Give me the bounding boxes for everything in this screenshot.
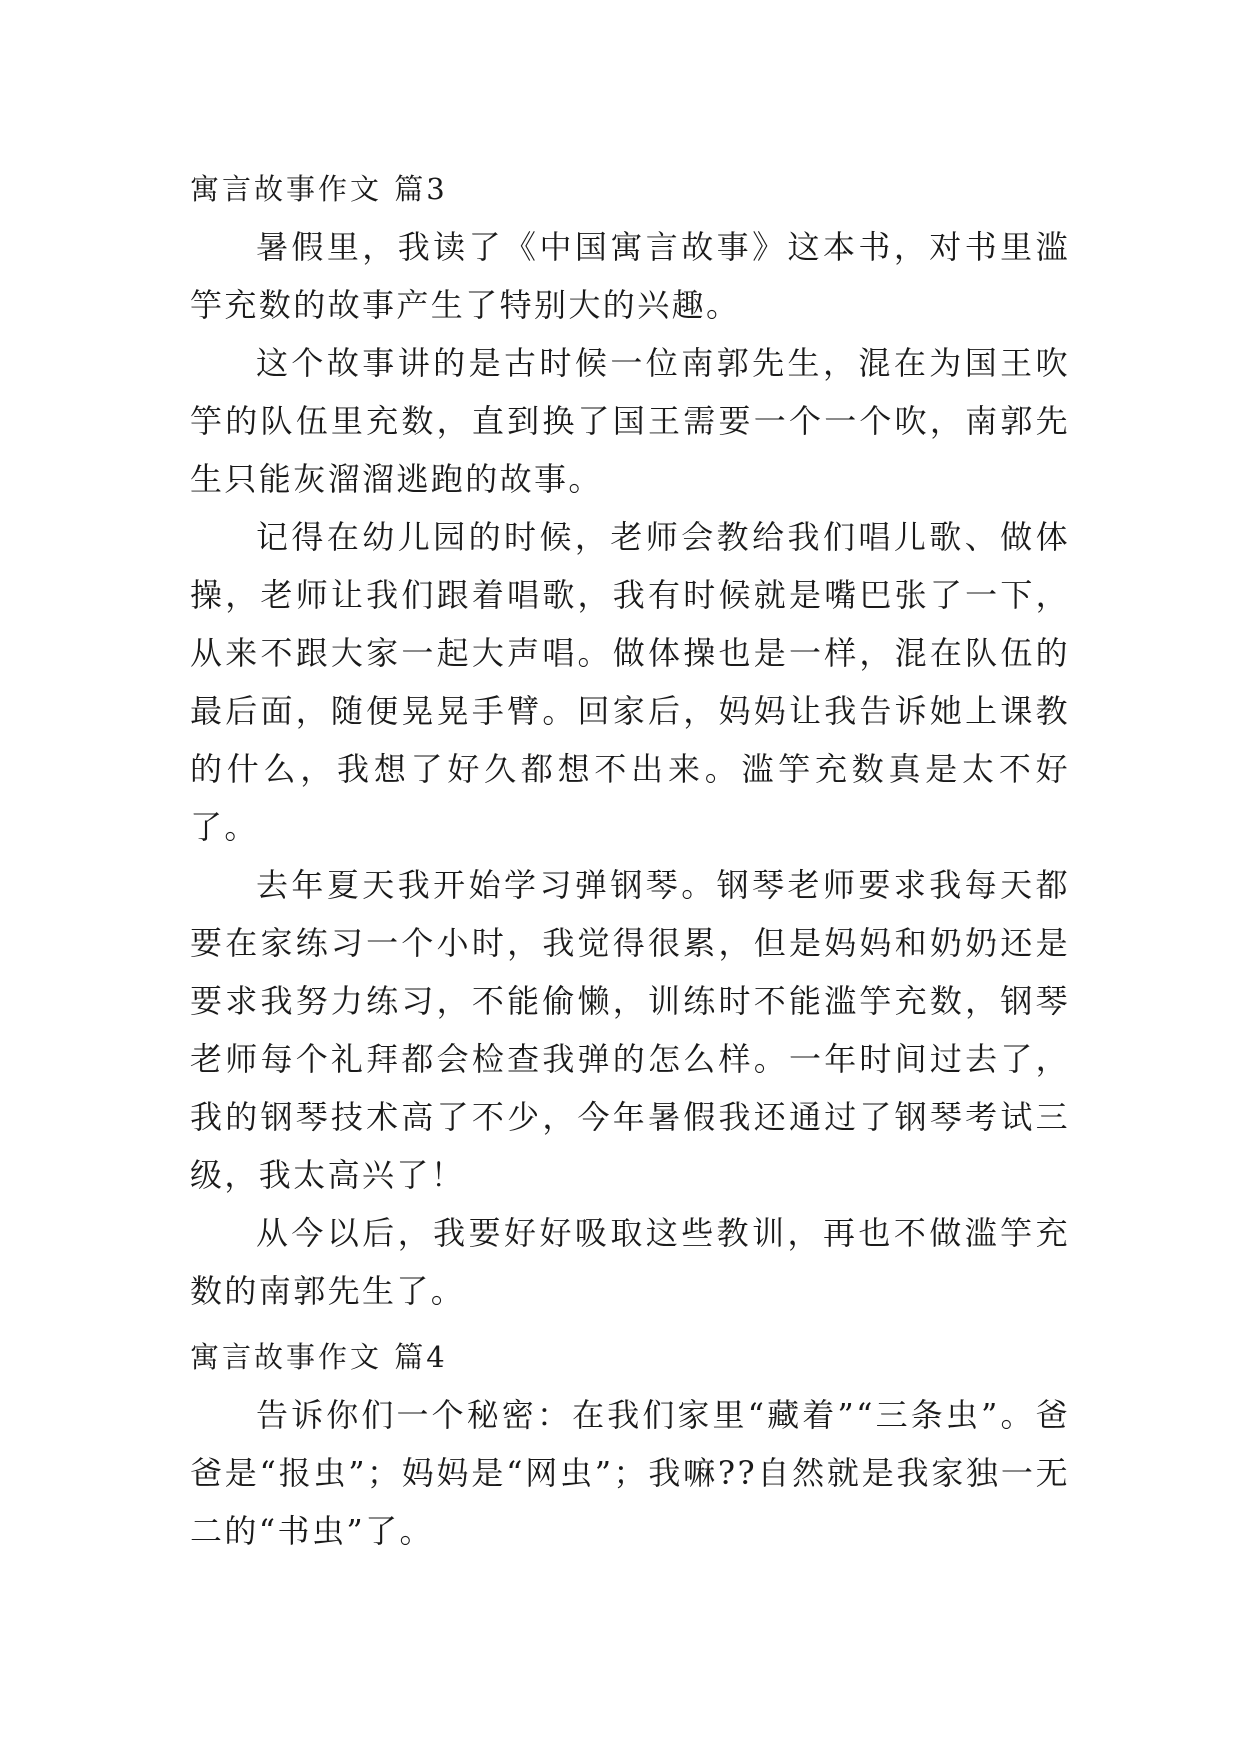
essay-section-4 [190, 1328, 1070, 1560]
paragraph: 从今以后，我要好好吸取这些教训，再也不做滥竽充数的南郭先生了。 [190, 1214, 1070, 1310]
section-heading: 寓言故事作文 篇4 [190, 1340, 448, 1374]
paragraph: 告诉你们一个秘密：在我们家里“藏着”“三条虫”。爸爸是“报虫”；妈妈是“网虫”；我嘛??自然就是我家独一无二的“书虫”了。 [190, 1396, 1070, 1550]
paragraph: 去年夏天我开始学习弹钢琴。钢琴老师要求我每天都要在家练习一个小时，我觉得很累，但是妈妈和奶奶还是要求我努力练习，不能偷懒，训练时不能滥竽充数，钢琴老师每个礼拜都会检查我弹的怎么样。一年时间过去了，我的钢琴技术高了不少，今年暑假我还通过了钢琴考试三级，我太高兴了！ [190, 866, 1070, 1194]
paragraph: 这个故事讲的是古时候一位南郭先生，混在为国王吹竽的队伍里充数，直到换了国王需要一个一个吹，南郭先生只能灰溜溜逃跑的故事。 [190, 344, 1070, 498]
paragraph: 暑假里，我读了《中国寓言故事》这本书，对书里滥竽充数的故事产生了特别大的兴趣。 [190, 228, 1070, 324]
section-heading: 寓言故事作文 篇3 [190, 172, 448, 206]
paragraph: 记得在幼儿园的时候，老师会教给我们唱儿歌、做体操，老师让我们跟着唱歌，我有时候就是嘴巴张了一下，从来不跟大家一起大声唱。做体操也是一样，混在队伍的最后面，随便晃晃手臂。回家后，妈妈让我告诉她上课教的什么，我想了好久都想不出来。滥竽充数真是太不好了。 [190, 518, 1070, 846]
essay-section-3 [190, 160, 1070, 1320]
